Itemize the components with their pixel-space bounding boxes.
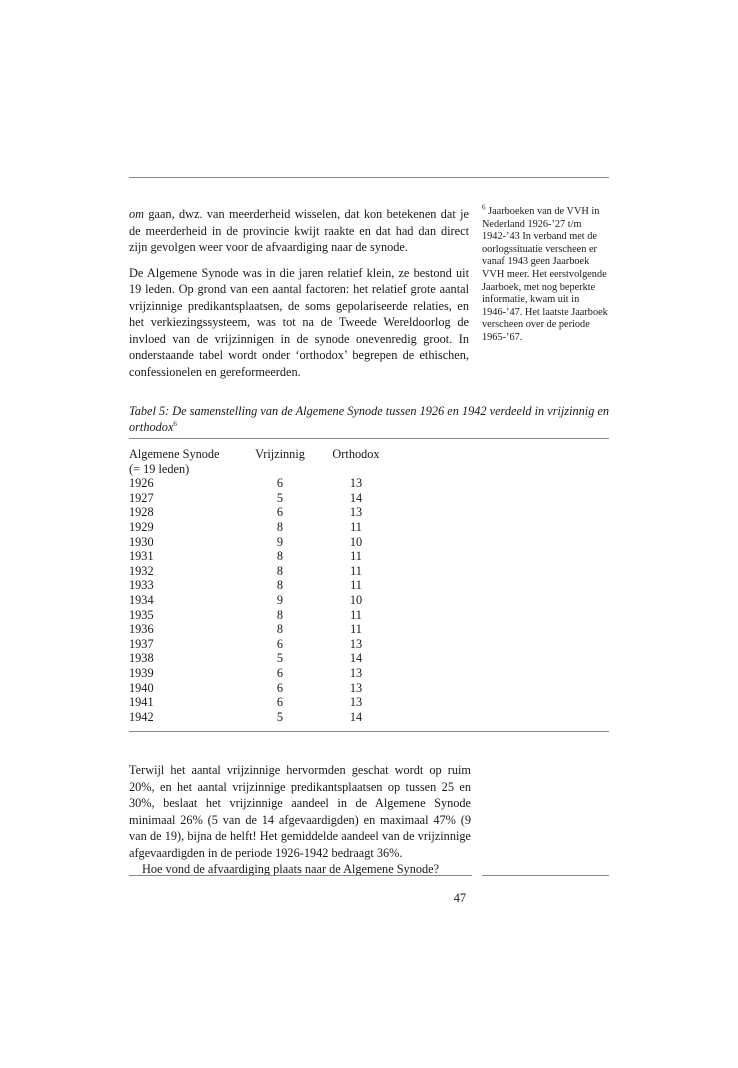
vrijzinnig-cell: 8 bbox=[276, 549, 284, 564]
top-rule bbox=[129, 177, 609, 178]
vrijzinnig-cell: 8 bbox=[276, 622, 284, 637]
vrijzinnig-cell: 6 bbox=[276, 636, 284, 651]
lower-paragraph-2: Hoe vond de afvaardiging plaats naar de Algemene Synode? bbox=[142, 862, 440, 876]
orthodox-cell: 14 bbox=[349, 490, 363, 505]
orthodox-cell: 11 bbox=[350, 607, 362, 622]
vrijzinnig-cell: 8 bbox=[276, 519, 284, 534]
orthodox-cell: 11 bbox=[350, 563, 362, 578]
table-caption-marker: 6 bbox=[173, 419, 177, 428]
table-row bbox=[129, 564, 391, 579]
main-paragraph-1-italic: om bbox=[129, 207, 145, 221]
year-cell: 1937 bbox=[129, 636, 154, 651]
table-top-rule bbox=[129, 438, 609, 439]
table-header-row bbox=[129, 447, 391, 462]
side-note-text: Jaarboeken van de VVH in Nederland 1926-’27 t/m 1942-’43 In verband met de oorlogssituatie verscheen er vanaf 1943 geen Jaarboek VVH meer. Het eerstvolgende Jaarboek, met nog beperkte informatie, kwam uit in 1946-’47. Het laatste Jaarboek verscheen over de periode 1965-’67. bbox=[482, 206, 608, 343]
year-cell: 1931 bbox=[129, 549, 154, 564]
main-paragraph-1 bbox=[129, 206, 469, 256]
table-header-row-2 bbox=[129, 462, 391, 477]
year-cell: 1935 bbox=[129, 607, 154, 622]
orthodox-cell: 10 bbox=[349, 592, 363, 607]
orthodox-cell: 14 bbox=[349, 709, 363, 724]
year-cell: 1933 bbox=[129, 578, 154, 593]
bottom-rule-margin bbox=[482, 875, 609, 876]
table-row bbox=[129, 666, 391, 681]
header-synode: Algemene Synode bbox=[129, 447, 220, 461]
lower-text bbox=[129, 762, 471, 878]
table-row bbox=[129, 549, 391, 564]
header-orthodox: Orthodox bbox=[332, 447, 380, 461]
table-row bbox=[129, 593, 391, 608]
year-cell: 1926 bbox=[129, 476, 154, 491]
year-cell: 1936 bbox=[129, 622, 154, 637]
vrijzinnig-cell: 6 bbox=[276, 665, 284, 680]
vrijzinnig-cell: 8 bbox=[276, 578, 284, 593]
orthodox-cell: 11 bbox=[350, 622, 362, 637]
main-paragraph-2: De Algemene Synode was in die jaren relatief klein, ze bestond uit 19 leden. Op grond van een aantal factoren: het relatief grote aantal vrijzinnige predikantsplaatsen, de soms gepolariseerde relaties, en het verkiezingssysteem, was tot na de Tweede Wereldoorlog de invloed van de vrijzinnigen in de synode onevenredig groot. In onderstaande tabel wordt onder ‘orthodox’ begrepen de ethischen, confessionelen en gereformeerden. bbox=[129, 265, 469, 379]
orthodox-cell: 13 bbox=[349, 476, 363, 491]
orthodox-cell: 11 bbox=[350, 578, 362, 593]
vrijzinnig-cell: 5 bbox=[276, 651, 284, 666]
table-row bbox=[129, 622, 391, 637]
orthodox-cell: 11 bbox=[350, 549, 362, 564]
header-members: (= 19 leden) bbox=[129, 461, 190, 476]
year-cell: 1929 bbox=[129, 519, 154, 534]
vrijzinnig-cell: 5 bbox=[276, 709, 284, 724]
year-cell: 1938 bbox=[129, 651, 154, 666]
header-vrijzinnig: Vrijzinnig bbox=[255, 447, 305, 461]
year-cell: 1942 bbox=[129, 709, 154, 724]
vrijzinnig-cell: 6 bbox=[276, 505, 284, 520]
table-row bbox=[129, 535, 391, 550]
table-row bbox=[129, 476, 391, 491]
page-number: 47 bbox=[453, 891, 466, 905]
vrijzinnig-cell: 6 bbox=[276, 695, 284, 710]
main-paragraph-1-rest: gaan, dwz. van meerderheid wisselen, dat kon betekenen dat je de meerderheid in de provincie kwijt raakte en dat had dan direct zijn gevolgen weer voor de afvaardiging naar de synode. bbox=[129, 207, 469, 254]
orthodox-cell: 13 bbox=[349, 505, 363, 520]
vrijzinnig-cell: 8 bbox=[276, 607, 284, 622]
vrijzinnig-cell: 9 bbox=[276, 592, 284, 607]
year-cell: 1934 bbox=[129, 592, 154, 607]
table-row bbox=[129, 491, 391, 506]
year-cell: 1939 bbox=[129, 665, 154, 680]
table-row bbox=[129, 637, 391, 652]
table-bottom-rule bbox=[129, 731, 609, 732]
orthodox-cell: 13 bbox=[349, 695, 363, 710]
table-row bbox=[129, 505, 391, 520]
orthodox-cell: 11 bbox=[350, 519, 362, 534]
orthodox-cell: 10 bbox=[349, 534, 363, 549]
table-caption-text: Tabel 5: De samenstelling van de Algemene Synode tussen 1926 en 1942 verdeeld in vrijzinnig en orthodox bbox=[129, 404, 610, 434]
table-row bbox=[129, 710, 391, 725]
year-cell: 1928 bbox=[129, 505, 154, 520]
orthodox-cell: 13 bbox=[349, 680, 363, 695]
vrijzinnig-cell: 9 bbox=[276, 534, 284, 549]
orthodox-cell: 14 bbox=[349, 651, 363, 666]
orthodox-cell: 13 bbox=[349, 636, 363, 651]
vrijzinnig-cell: 5 bbox=[276, 490, 284, 505]
year-cell: 1932 bbox=[129, 563, 154, 578]
table-row bbox=[129, 578, 391, 593]
vrijzinnig-cell: 8 bbox=[276, 563, 284, 578]
main-text bbox=[129, 206, 469, 380]
table-row bbox=[129, 651, 391, 666]
table-row bbox=[129, 681, 391, 696]
year-cell: 1940 bbox=[129, 680, 154, 695]
table-row bbox=[129, 520, 391, 535]
lower-paragraph-1: Terwijl het aantal vrijzinnige hervormden geschat wordt op ruim 20%, en het aantal vrijzinnige predikantsplaatsen op tussen 25 en 30%, beslaat het vrijzinnige aandeel in de Algemene Synode minimaal 26% (5 van de 14 afgevaardigden) en maximaal 47% (9 van de 19), bijna de helft! Het gemiddelde aandeel van de vrijzinnige afgevaardigden in de periode 1926-1942 bedraagt 36%. bbox=[129, 763, 471, 860]
side-note bbox=[482, 203, 612, 345]
year-cell: 1930 bbox=[129, 534, 154, 549]
bottom-rule-main bbox=[129, 875, 472, 876]
table-row bbox=[129, 695, 391, 710]
year-cell: 1941 bbox=[129, 695, 154, 710]
vrijzinnig-cell: 6 bbox=[276, 680, 284, 695]
side-note-marker: 6 bbox=[482, 203, 486, 212]
table-row bbox=[129, 608, 391, 623]
orthodox-cell: 13 bbox=[349, 665, 363, 680]
table-caption bbox=[129, 404, 611, 435]
vrijzinnig-cell: 6 bbox=[276, 476, 284, 491]
year-cell: 1927 bbox=[129, 490, 154, 505]
synode-table bbox=[129, 447, 391, 724]
